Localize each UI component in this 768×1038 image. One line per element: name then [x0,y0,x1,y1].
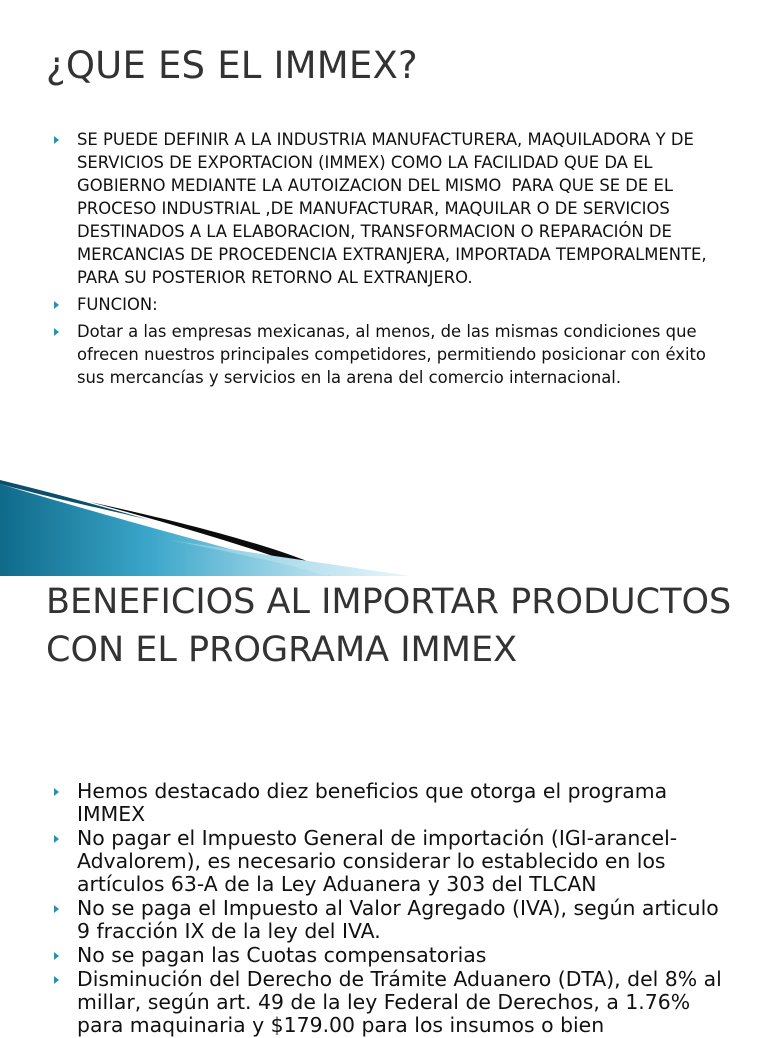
bullet-arrow-icon [54,788,59,796]
slide-title: ¿QUE ES EL IMMEX? [46,44,418,87]
bullet-arrow-icon [54,952,59,960]
list-item-text: No pagar el Impuesto General de importación (IGI-arancel-Advalorem), es necesario considerar lo establecido en los artículos 63-A de la Ley Aduanera y 303 del TLCAN [77,826,678,896]
list-item-text: No se paga el Impuesto al Valor Agregado (IVA), según articulo 9 fracción IX de la ley del IVA. [77,896,719,943]
list-item-text: Disminución del Derecho de Trámite Aduanero (DTA), del 8% al millar, según art. 49 de la ley Federal de Derechos, a 1.76% para maquinaria y $179.00 para los insumos o bien [77,967,722,1037]
list-item-text: Dotar a las empresas mexicanas, al menos, de las mismas condiciones que ofrecen nuestros principales competidores, permitiendo posicionar con éxito sus mercancías y servicios en la arena del comercio internacional. [77,322,712,387]
list-item [54,293,734,316]
list-item-text: FUNCION: [77,295,158,314]
slide-immex-benefits [0,576,768,1037]
list-item-text: SE PUEDE DEFINIR A LA INDUSTRIA MANUFACTURERA, MAQUILADORA Y DE SERVICIOS DE EXPORTACION (IMMEX) COMO LA FACILIDAD QUE DA EL GOBIERNO MEDIANTE LA AUTOIZACION DEL MISMO PARA QUE SE DE EL PROCESO INDUSTRIAL ,DE MANUFACTURAR, MAQUILAR O DE SERVICIOS DESTINADOS A LA ELABORACION, TRANSFORMACION O REPARACIÓN DE MERCANCIAS DE PROCEDENCIA EXTRANJERA, IMPORTADA TEMPORALMENTE, PARA SU POSTERIOR RETORNO AL EXTRANJERO. [77,130,712,287]
list-item-text: No se pagan las Cuotas compensatorias [77,943,487,967]
bullet-arrow-icon [54,976,59,984]
list-item-text: Hemos destacado diez beneficios que otorga el programa IMMEX [77,779,668,826]
bullet-arrow-icon [54,328,59,336]
slide-title: BENEFICIOS AL IMPORTAR PRODUCTOS CON EL PROGRAMA IMMEX [46,582,732,670]
list-item [54,968,734,1037]
bullet-list [54,128,734,393]
bullet-arrow-icon [54,301,59,309]
list-item [54,827,734,896]
bullet-arrow-icon [54,835,59,843]
list-item [54,944,734,967]
list-item [54,897,734,943]
decorative-swoosh [0,480,768,576]
list-item [54,128,734,289]
bullet-arrow-icon [54,136,59,144]
bullet-arrow-icon [54,905,59,913]
list-item [54,780,734,826]
bullet-list [54,780,734,1038]
list-item [54,320,734,389]
